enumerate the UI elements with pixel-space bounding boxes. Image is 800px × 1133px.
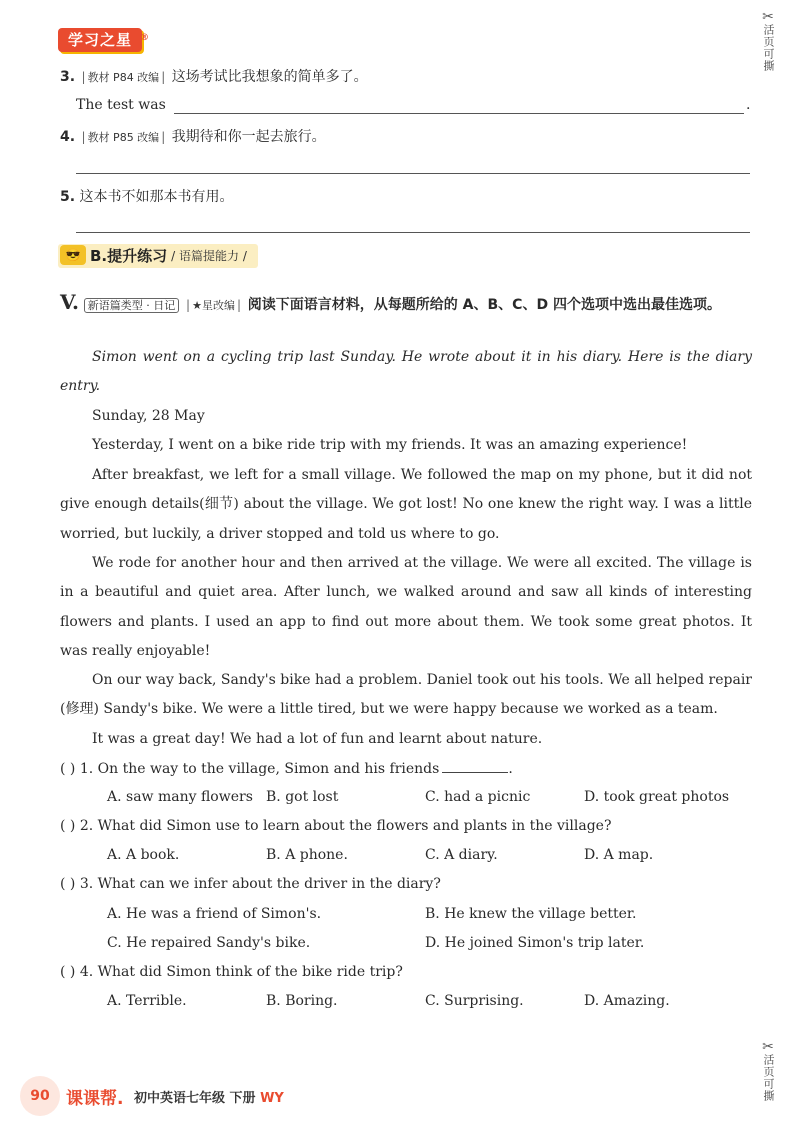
question-text: 这场考试比我想象的简单多了。: [171, 69, 368, 85]
page-number: 90: [20, 1076, 60, 1116]
answer-bracket[interactable]: ( ): [60, 876, 76, 892]
source-tag: 教材 P85 改编: [87, 131, 160, 144]
mcq-stem: What did Simon think of the bike ride trip?: [97, 964, 403, 980]
mcq-1: ( ) 1. On the way to the village, Simon and his friends .: [60, 761, 513, 777]
option-c[interactable]: C. had a picnic: [425, 789, 531, 805]
answer-end-period: .: [746, 97, 751, 113]
passage-date: Sunday, 28 May: [92, 408, 205, 424]
option-d[interactable]: D. Amazing.: [584, 993, 670, 1009]
question-5: 5. 这本书不如那本书有用。: [60, 189, 234, 205]
mcq-3: ( ) 3. What can we infer about the driver in the diary?: [60, 876, 441, 892]
source-tag: 教材 P84 改编: [87, 71, 160, 84]
mcq-stem: On the way to the village, Simon and his friends: [97, 761, 440, 777]
section-b-title: B.提升练习: [90, 246, 168, 265]
mcq-stem: What can we infer about the driver in the diary?: [97, 876, 441, 892]
option-a[interactable]: A. saw many flowers: [107, 789, 253, 805]
part-numeral: V.: [60, 290, 79, 314]
tear-tab-top: [754, 10, 782, 76]
option-d[interactable]: D. took great photos: [584, 789, 730, 805]
answer-prompt: The test was: [76, 97, 166, 113]
option-d[interactable]: D. A map.: [584, 847, 654, 863]
option-d[interactable]: D. He joined Simon's trip later.: [425, 935, 645, 951]
answer-blank[interactable]: [442, 760, 508, 773]
tear-tab-bottom: [754, 1040, 782, 1106]
registered-mark: ®: [140, 33, 150, 43]
mcq-4: ( ) 4. What did Simon think of the bike ride trip?: [60, 964, 403, 980]
passage-paragraph: It was a great day! We had a lot of fun and learnt about nature.: [92, 731, 543, 747]
passage-paragraph: On our way back, Sandy's bike had a problem. Daniel took out his tools. We all helped repair (修理) Sandy's bike. We were a little tired, but we were happy because we worked as a team.: [60, 672, 752, 718]
option-a[interactable]: A. A book.: [107, 847, 180, 863]
answer-line-q4[interactable]: [76, 173, 750, 174]
answer-bracket[interactable]: ( ): [60, 818, 76, 834]
option-a[interactable]: A. Terrible.: [107, 993, 187, 1009]
brand-name: 学习之星: [67, 31, 132, 49]
option-b[interactable]: B. Boring.: [266, 993, 338, 1009]
answer-line-q5[interactable]: [76, 232, 750, 233]
mcq-stem: What did Simon use to learn about the flowers and plants in the village?: [97, 818, 612, 834]
scissors-icon: ✂: [762, 1039, 774, 1055]
section-b-subtitle: / 语篇提能力 /: [171, 248, 247, 263]
answer-line-q3[interactable]: [174, 113, 744, 114]
tear-tab-label: 活页可撕: [762, 24, 775, 72]
passage-paragraph: After breakfast, we left for a small village. We followed the map on my phone, but it did not give enough details(细节) about the village. We got lost! No one knew the right way. I was a little worried, but luckily, a driver stopped and told us where to go.: [60, 467, 752, 542]
tear-tab-label: 活页可撕: [762, 1054, 775, 1102]
footer-brand: 课课帮.: [66, 1089, 124, 1109]
question-3: 3. | 教材 P84 改编 | 这场考试比我想象的简单多了。: [60, 69, 368, 85]
section-b-header: [60, 244, 247, 266]
brand-logo: [58, 28, 150, 52]
passage-paragraph: Yesterday, I went on a bike ride trip with my friends. It was an amazing experience!: [92, 437, 688, 453]
sunglasses-face-icon: 😎: [60, 245, 86, 265]
option-c[interactable]: C. He repaired Sandy's bike.: [107, 935, 311, 951]
type-tag: 新语篇类型 · 日记: [84, 298, 180, 313]
question-text: 这本书不如那本书有用。: [79, 189, 234, 205]
question-text: 我期待和你一起去旅行。: [171, 129, 326, 145]
option-b[interactable]: B. A phone.: [266, 847, 348, 863]
option-a[interactable]: A. He was a friend of Simon's.: [107, 906, 322, 922]
passage-intro: Simon went on a cycling trip last Sunday. He wrote about it in his diary. Here is the diary entry.: [60, 349, 752, 395]
option-c[interactable]: C. A diary.: [425, 847, 498, 863]
option-b[interactable]: B. got lost: [266, 789, 339, 805]
edition-label: WY: [260, 1091, 284, 1106]
instruction: 阅读下面语言材料，从每题所给的 A、B、C、D 四个选项中选出最佳选项。: [247, 297, 721, 313]
mcq-2: ( ) 2. What did Simon use to learn about the flowers and plants in the village?: [60, 818, 612, 834]
question-4: 4. | 教材 P85 改编 | 我期待和你一起去旅行。: [60, 129, 326, 145]
option-b[interactable]: B. He knew the village better.: [425, 906, 637, 922]
part-v-heading: V. 新语篇类型 · 日记 | ★星改编 | 阅读下面语言材料，从每题所给的 A、B、C、D 四个选项中选出最佳选项。: [60, 290, 721, 314]
answer-bracket[interactable]: ( ): [60, 761, 76, 777]
adapt-tag: ★星改编: [192, 299, 235, 312]
answer-bracket[interactable]: ( ): [60, 964, 76, 980]
footer-book-title: 初中英语七年级 下册 WY: [134, 1091, 284, 1106]
option-c[interactable]: C. Surprising.: [425, 993, 524, 1009]
passage-paragraph: We rode for another hour and then arrived at the village. We were all excited. The village is in a beautiful and quiet area. After lunch, we walked around and saw all kinds of interesting flowers and plants. I used an app to find out more about them. We took some great photos. It was really enjoyable!: [60, 555, 752, 660]
scissors-icon: ✂: [762, 9, 774, 25]
